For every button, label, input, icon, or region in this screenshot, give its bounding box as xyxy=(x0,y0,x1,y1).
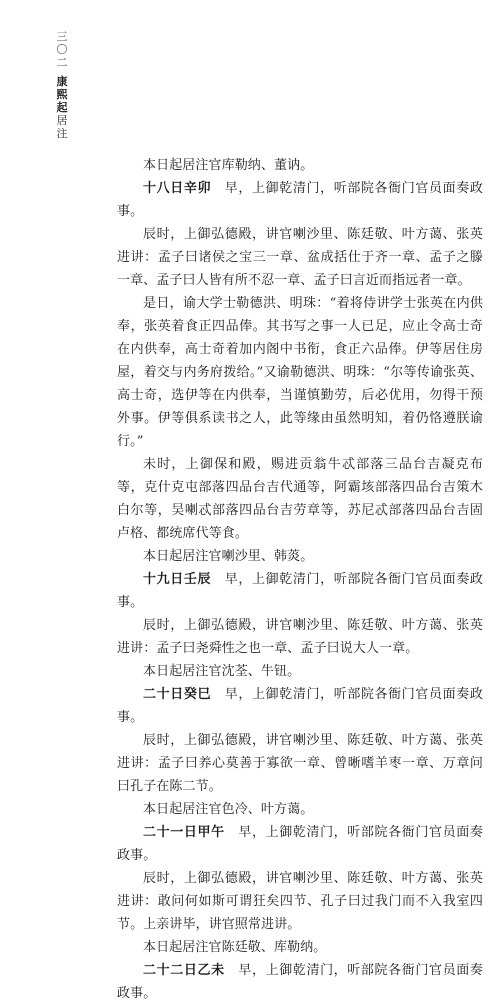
paragraph xyxy=(117,568,483,614)
entry-date: 十九日壬辰 xyxy=(143,572,212,587)
paragraph xyxy=(117,821,483,867)
paragraph-text: 未时，上御保和殿，赐进贡翁牛忒部落三品台吉凝克布等，克什克屯部落四品台吉代通等，阿霸垓部落四品台吉策木白尔等，吴喇忒部落四品台吉劳章等，苏尼忒部落四品台吉固卢格、都统席代等食。 xyxy=(117,457,483,541)
paragraph-text: 早，上御乾清门，听部院各衙门官员面奏政事。 xyxy=(117,572,483,610)
paragraph xyxy=(117,798,483,821)
entry-date: 二十日癸巳 xyxy=(143,687,212,702)
page-number: 三〇二 xyxy=(56,30,68,69)
paragraph-text: 本日起居注官色冷、叶方蔼。 xyxy=(143,802,314,817)
paragraph xyxy=(117,660,483,683)
paragraph-text: 早，上御乾清门，听部院各衙门官员面奏政事。 xyxy=(117,825,483,863)
paragraph-text: 本日起居注官陈廷敬、库勒纳。 xyxy=(143,940,327,955)
paragraph xyxy=(117,683,483,729)
book-title-light: 居注 xyxy=(56,114,68,140)
paragraph xyxy=(117,545,483,568)
paragraph-text: 本日起居注官喇沙里、韩菼。 xyxy=(143,549,314,564)
paragraph xyxy=(117,177,483,223)
paragraph-text: 是日，谕大学士勒德洪、明珠：“着将侍讲学士张英在内供奉，张英着食正四品俸。其书写之事一人已足，应止令高士奇在内供奉，高士奇着加内阁中书衔，食正六品俸。伊等居住房屋，着交与内务府拨给。”又谕勒德洪、明珠：“尔等传谕张英、高士奇，选伊等在内供奉，当谨慎勤劳，后必优用，勿得干预外事。伊等俱系读书之人，此等缘由虽然明知，着仍恪遵朕谕行。” xyxy=(117,296,483,449)
paragraph xyxy=(117,614,483,660)
paragraph xyxy=(117,936,483,959)
paragraph-text: 本日起居注官库勒纳、董讷。 xyxy=(143,158,314,173)
paragraph-text: 早，上御乾清门，听部院各衙门官员面奏政事。 xyxy=(117,963,483,1001)
main-text xyxy=(117,154,483,1005)
paragraph-text: 早，上御乾清门，听部院各衙门官员面奏政事。 xyxy=(117,687,483,725)
paragraph-text: 辰时，上御弘德殿，讲官喇沙里、陈廷敬、叶方蔼、张英进讲：敢问何如斯可谓狂矣四节、孔子曰过我门而不入我室四节。上亲讲毕，讲官照常进讲。 xyxy=(117,871,483,932)
paragraph xyxy=(117,867,483,936)
paragraph-text: 本日起居注官沈荃、牛钮。 xyxy=(143,664,301,679)
entry-date: 二十二日乙未 xyxy=(143,963,225,978)
paragraph xyxy=(117,154,483,177)
entry-date: 二十一日甲午 xyxy=(143,825,225,840)
paragraph xyxy=(117,959,483,1005)
running-header xyxy=(55,30,69,140)
paragraph-text: 辰时，上御弘德殿，讲官喇沙里、陈廷敬、叶方蔼、张英进讲：孟子曰诸侯之宝三一章、盆成括仕于齐一章、孟子之滕一章、孟子曰人皆有所不忍一章、孟子曰言近而指远者一章。 xyxy=(117,227,483,288)
paragraph xyxy=(117,453,483,545)
entry-date: 十八日辛卯 xyxy=(143,181,212,196)
paragraph xyxy=(117,292,483,453)
paragraph-text: 辰时，上御弘德殿，讲官喇沙里、陈廷敬、叶方蔼、张英进讲：孟子曰养心莫善于寡欲一章、曾晰嗜羊枣一章、万章问曰孔子在陈二节。 xyxy=(117,733,483,794)
paragraph xyxy=(117,729,483,798)
book-title-bold: 康熙起 xyxy=(56,75,68,114)
book-title xyxy=(55,75,69,140)
paragraph-text: 早，上御乾清门，听部院各衙门官员面奏政事。 xyxy=(117,181,483,219)
paragraph xyxy=(117,223,483,292)
paragraph-text: 辰时，上御弘德殿，讲官喇沙里、陈廷敬、叶方蔼、张英进讲：孟子曰尧舜性之也一章、孟子曰说大人一章。 xyxy=(117,618,483,656)
